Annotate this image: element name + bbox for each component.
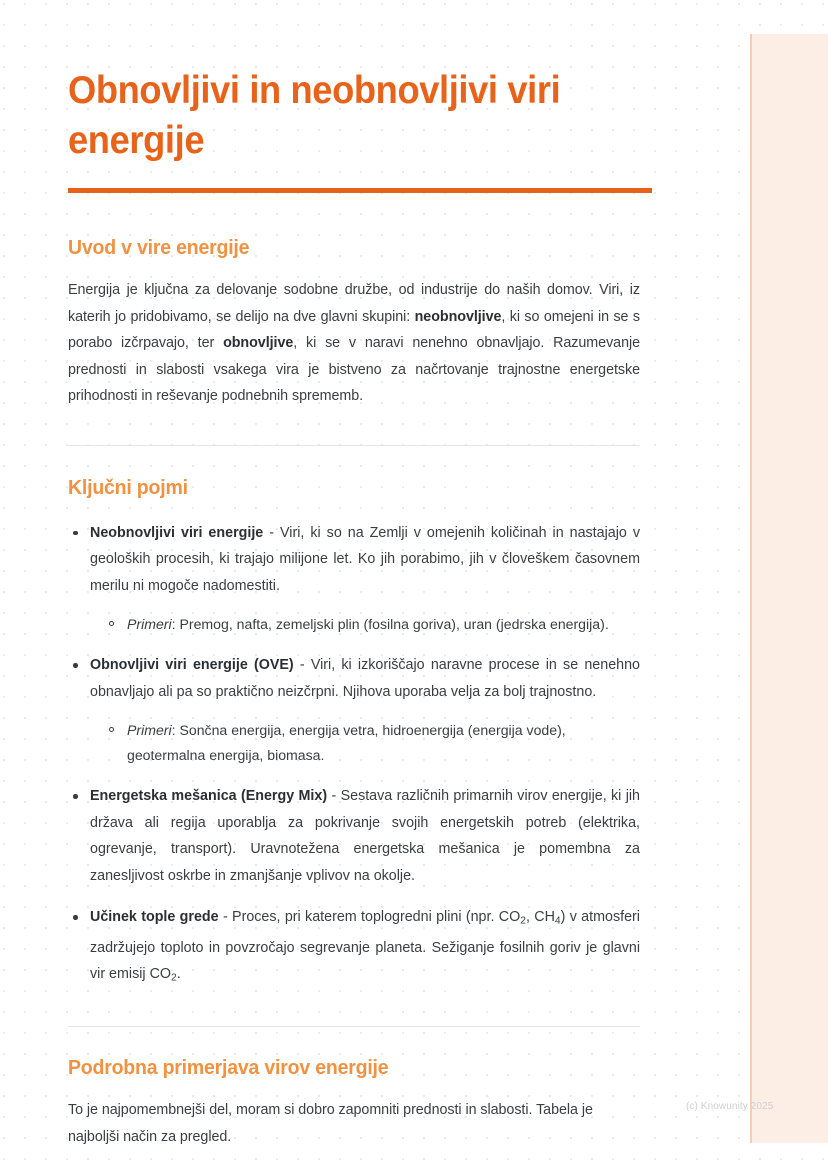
list-item (68, 520, 640, 638)
document-content (68, 0, 640, 1150)
examples-text: : Sončna energija, energija vetra, hidroenergija (energija vode), geotermalna energija, biomasa. (127, 722, 566, 763)
list-item (105, 718, 640, 768)
list-item (68, 652, 640, 768)
term-description: - Sestava različnih primarnih virov energije, ki jih država ali regija uporablja za pokrivanje svojih energetskih potreb (elektrika, ogrevanje, transport). Uravnotežena energetska mešanica je pomembna za zanesljivost oskrbe in zmanjšanje vplivov na okolje. (90, 788, 640, 884)
term-label: Učinek tople grede (90, 909, 219, 925)
bullet-dot-icon (73, 915, 78, 920)
comparison-paragraph: To je najpomembnejši del, moram si dobro zapomniti prednosti in slabosti. Tabela je najboljši način za pregled. (68, 1102, 593, 1145)
intro-text-1: Energija je ključna za delovanje sodobne družbe, od industrije do naših domov. Viri, iz katerih jo pridobivamo, se delijo na dve glavni skupini: (68, 282, 640, 325)
section-heading-comparison: Podrobna primerjava virov energije (68, 1056, 389, 1079)
section-heading-intro: Uvod v vire energije (68, 236, 250, 259)
bullet-dot-icon (73, 794, 78, 799)
term-description: - Viri, ki so na Zemlji v omejenih količinah in nastajajo v geoloških procesih, ki trajajo milijone let. Ko jih porabimo, jih v človeškem časovnem merilu ni mogoče nadomestiti. (90, 524, 640, 594)
intro-bold-1: neobnovljive (414, 308, 502, 325)
intro-paragraph (68, 261, 640, 410)
examples-text: : Premog, nafta, zemeljski plin (fosilna goriva), uran (jedrska energija). (171, 616, 609, 632)
term-label: Neobnovljivi viri energije (90, 524, 264, 541)
ch4-subscript: 4 (554, 915, 561, 927)
co2-subscript: 2 (520, 915, 526, 927)
list-item (68, 904, 640, 992)
intro-text-2: , ki so omejeni in se s porabo izčrpavajo, ter (68, 308, 640, 351)
intro-bold-2: obnovljive (223, 335, 294, 351)
examples-list (90, 599, 640, 637)
term-body (90, 909, 640, 982)
list-item (68, 783, 640, 889)
term-label: Obnovljivi viri energije (OVE) (90, 657, 294, 673)
bullet-circle-icon (109, 727, 114, 732)
section-heading-key-terms: Ključni pojmi (68, 475, 188, 499)
examples-label: Primeri (127, 616, 172, 632)
co2-subscript-2: 2 (171, 972, 177, 984)
list-item (105, 612, 640, 637)
bullet-dot-icon (73, 663, 78, 668)
key-terms-list (68, 501, 640, 993)
term-description-a: - Proces, pri katerem toplogredni plini (npr. CO (218, 909, 521, 925)
watermark: (c) Knowunity 2025 (686, 1101, 774, 1112)
bullet-circle-icon (109, 621, 114, 626)
right-decorative-band (752, 34, 828, 1143)
term-body (90, 788, 640, 884)
term-description-d: . (176, 966, 181, 983)
page-title: Obnovljivi in neobnovljivi viri energije (68, 69, 561, 162)
intro-text-3: , ki se v naravi nenehno obnavljajo. Razumevanje prednosti in slabosti vsakega vira je bistveno za načrtovanje trajnostne energetske prihodnosti in reševanje podnebnih sprememb. (68, 335, 640, 404)
examples-label: Primeri (127, 722, 172, 738)
term-description-c: ) v atmosferi zadržujejo toploto in povzročajo segrevanje planeta. Sežiganje fosilnih goriv je glavni vir emisij CO (90, 909, 640, 983)
term-body (90, 657, 640, 700)
term-description-b: , CH (525, 909, 555, 925)
term-description: - Viri, ki izkoriščajo naravne procese in se nenehno obnavljajo ali pa so praktično neizčrpni. Njihova uporaba velja za bolj trajnostno. (90, 657, 640, 700)
bullet-dot-icon (73, 531, 78, 536)
term-label: Energetska mešanica (Energy Mix) (90, 788, 328, 804)
term-body (90, 525, 640, 594)
examples-list (90, 705, 640, 768)
